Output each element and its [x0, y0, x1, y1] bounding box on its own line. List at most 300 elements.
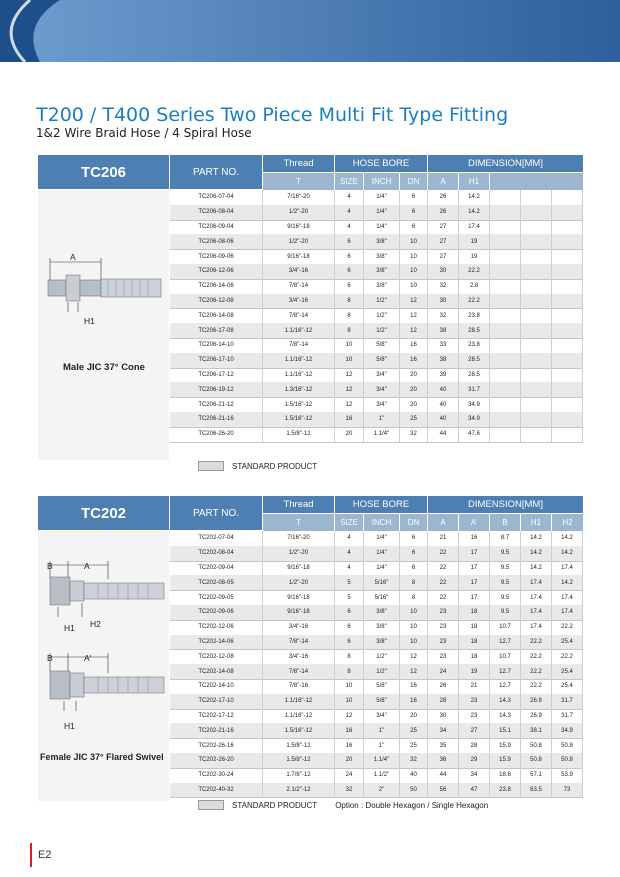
table-cell — [521, 220, 552, 235]
dim-h1-header: H1 — [459, 173, 489, 190]
table-cell: 12 — [400, 308, 428, 323]
table-cell: 6 — [335, 279, 364, 294]
table-cell: 28.5 — [459, 368, 490, 383]
table-cell: 14.2 — [521, 531, 552, 546]
table-cell: 12 — [400, 649, 428, 664]
table-cell: 12 — [335, 397, 364, 412]
table-cell: TC202-09-05 — [170, 590, 263, 605]
table-cell: 47 — [459, 783, 490, 798]
table-cell: TC202-40-32 — [170, 783, 263, 798]
table-cell: 3/8" — [364, 635, 400, 650]
table-cell: 19 — [459, 664, 490, 679]
table-cell — [552, 338, 583, 353]
table-row — [170, 234, 583, 250]
table-cell: 23.8 — [490, 783, 521, 798]
table-cell: 1.5/16"-12 — [263, 723, 335, 738]
table-cell: 2" — [364, 783, 400, 798]
table-cell: 28.5 — [459, 353, 490, 368]
table-cell: 53.9 — [552, 768, 583, 783]
table-cell: 22.2 — [521, 679, 552, 694]
table-row — [170, 590, 583, 606]
thread-header: Thread — [263, 155, 334, 172]
table-cell: 23 — [428, 635, 459, 650]
table-cell: 9/16"-18 — [263, 220, 335, 235]
table-row — [170, 249, 583, 265]
table-cell: 8.7 — [490, 531, 521, 546]
table-row — [170, 635, 583, 651]
table-cell: 22.2 — [552, 649, 583, 664]
table-cell: 50.8 — [552, 753, 583, 768]
table-cell: 3/8" — [364, 620, 400, 635]
table-cell — [552, 353, 583, 368]
table-cell: 20 — [335, 427, 364, 442]
table-cell — [521, 308, 552, 323]
table-cell: 14.2 — [459, 205, 490, 220]
table-cell: 32 — [428, 308, 459, 323]
table-cell: 23 — [459, 694, 490, 709]
table-row — [170, 546, 583, 562]
table-cell: 10 — [335, 694, 364, 709]
table-cell: 2.8 — [459, 279, 490, 294]
table-cell: 2.1/2"-12 — [263, 783, 335, 798]
table-cell: 9.5 — [490, 561, 521, 576]
table-cell: 1" — [364, 738, 400, 753]
table-cell: 10.7 — [490, 620, 521, 635]
table-cell: 10 — [400, 635, 428, 650]
table-cell: TC206-14-06 — [170, 279, 263, 294]
table-cell: 4 — [335, 561, 364, 576]
table-cell: 12 — [400, 323, 428, 338]
table-cell: 40 — [400, 768, 428, 783]
table-cell: 38 — [428, 323, 459, 338]
table-cell: 3/4"-16 — [263, 264, 335, 279]
table-cell: 1/2" — [364, 323, 400, 338]
table-row — [170, 412, 583, 428]
table-cell: 1.1/16"-12 — [263, 694, 335, 709]
table-cell: 1/2"-20 — [263, 546, 335, 561]
table-cell: 1.5/8"-12 — [263, 753, 335, 768]
table-cell: 5 — [335, 590, 364, 605]
table-cell — [552, 264, 583, 279]
table-cell: 26 — [428, 679, 459, 694]
table-cell: 56 — [428, 783, 459, 798]
table-cell: 23 — [428, 620, 459, 635]
table-cell: TC206-14-08 — [170, 308, 263, 323]
table-cell: 9.5 — [490, 575, 521, 590]
table-row — [170, 382, 583, 398]
table-row — [170, 709, 583, 725]
table-cell: 24 — [428, 664, 459, 679]
table-cell: 18 — [459, 649, 490, 664]
table-cell — [552, 294, 583, 309]
table-cell: 34 — [459, 768, 490, 783]
table-cell: 22 — [428, 575, 459, 590]
table-cell: 34.9 — [459, 412, 490, 427]
table-cell: 27 — [459, 723, 490, 738]
page-number: E2 — [30, 843, 51, 867]
table-cell: 8 — [335, 649, 364, 664]
table-row — [170, 205, 583, 221]
table-cell: 5/16" — [364, 590, 400, 605]
section-tc202 — [38, 496, 583, 816]
table-cell — [521, 353, 552, 368]
table-cell: 10 — [400, 234, 428, 249]
table-cell — [552, 427, 583, 442]
table-cell: 12.7 — [490, 635, 521, 650]
table-cell: 22 — [428, 561, 459, 576]
dim-label-h1-top: H1 — [64, 623, 75, 633]
table-cell: 1.7/8"-12 — [263, 768, 335, 783]
table-cell: 14.2 — [459, 190, 490, 205]
table-cell: 9/16"-18 — [263, 249, 335, 264]
dim-label-h2-top: H2 — [90, 619, 101, 629]
table-cell: 7/8"-14 — [263, 279, 335, 294]
table-cell: 9/16"-18 — [263, 590, 335, 605]
table-cell: TC206-14-10 — [170, 338, 263, 353]
table-cell: 47.6 — [459, 427, 490, 442]
table-cell: 12 — [400, 664, 428, 679]
table-cell: 38 — [428, 353, 459, 368]
table-cell: 6 — [335, 249, 364, 264]
table-row — [170, 738, 583, 754]
table-cell: 44 — [428, 427, 459, 442]
table-cell: TC202-07-04 — [170, 531, 263, 546]
table-cell: TC202-21-16 — [170, 723, 263, 738]
table-cell: 14.3 — [490, 709, 521, 724]
table-cell: TC202-30-24 — [170, 768, 263, 783]
table-cell — [521, 338, 552, 353]
table-cell: 18 — [459, 605, 490, 620]
table-cell: 9.5 — [490, 590, 521, 605]
table-cell: 17 — [459, 561, 490, 576]
table-cell: 15.9 — [490, 738, 521, 753]
table-cell: 15.9 — [490, 753, 521, 768]
table-cell: 27 — [428, 220, 459, 235]
table-cell: 1/2"-20 — [263, 205, 335, 220]
table-cell: 19 — [459, 249, 490, 264]
table-cell: 23.8 — [459, 308, 490, 323]
table-row — [170, 679, 583, 695]
table-cell: 8 — [335, 308, 364, 323]
table-cell: 23 — [459, 709, 490, 724]
table-cell: 21 — [459, 679, 490, 694]
table-cell: TC202-26-20 — [170, 753, 263, 768]
thread-subheader: T — [263, 173, 334, 190]
table-cell: 16 — [335, 723, 364, 738]
table-cell: 17 — [459, 575, 490, 590]
table-cell: TC202-08-05 — [170, 575, 263, 590]
table-cell: 31.7 — [552, 694, 583, 709]
table-cell: 7/8"-14 — [263, 635, 335, 650]
table-cell: 6 — [400, 190, 428, 205]
table-cell: 3/4" — [364, 368, 400, 383]
table-cell — [490, 382, 521, 397]
table-cell: 6 — [335, 234, 364, 249]
table-cell: TC206-21-16 — [170, 412, 263, 427]
table-cell: 3/8" — [364, 279, 400, 294]
table-cell — [490, 353, 521, 368]
dim-blank-header — [490, 173, 583, 190]
table-cell — [521, 427, 552, 442]
table-cell: 50.8 — [521, 738, 552, 753]
table-cell: 40 — [428, 382, 459, 397]
table-cell: 39 — [428, 368, 459, 383]
table-cell: 35 — [428, 738, 459, 753]
table-cell: 36 — [428, 753, 459, 768]
legend-label: STANDARD PRODUCT — [232, 461, 318, 471]
table-cell: 10 — [400, 605, 428, 620]
table-row — [170, 294, 583, 310]
table-row — [170, 649, 583, 665]
table-cell: 3/4"-16 — [263, 649, 335, 664]
table-cell: TC206-12-08 — [170, 294, 263, 309]
table-cell — [490, 205, 521, 220]
part-no-header: PART NO. — [170, 496, 262, 530]
dim-a-header: A — [428, 514, 458, 531]
table-cell: TC206-17-12 — [170, 368, 263, 383]
dim-label-a: A — [70, 252, 76, 262]
option-text: Option : Double Hexagon / Single Hexagon — [335, 800, 489, 810]
table-cell: 20 — [400, 382, 428, 397]
table-cell: 14.3 — [490, 694, 521, 709]
table-cell: TC206-09-04 — [170, 220, 263, 235]
table-cell: 6 — [335, 264, 364, 279]
hose-bore-header: HOSE BORE — [335, 155, 427, 172]
table-cell: 10.7 — [490, 649, 521, 664]
table-cell: 21 — [428, 531, 459, 546]
table-cell: 20 — [335, 753, 364, 768]
table-cell: TC206-09-06 — [170, 249, 263, 264]
table-cell — [552, 220, 583, 235]
table-cell: 28.5 — [459, 323, 490, 338]
table-cell — [552, 308, 583, 323]
table-row — [170, 723, 583, 739]
table-cell — [490, 279, 521, 294]
table-cell: 4 — [335, 546, 364, 561]
table-cell — [521, 368, 552, 383]
table-row — [170, 220, 583, 236]
table-cell — [490, 397, 521, 412]
table-cell: 12 — [335, 382, 364, 397]
table-row — [170, 368, 583, 384]
table-cell: 17.4 — [521, 590, 552, 605]
table-row — [170, 353, 583, 369]
table-cell: 17 — [459, 590, 490, 605]
table-cell: 22 — [428, 590, 459, 605]
table-cell: 20 — [400, 368, 428, 383]
table-cell — [521, 279, 552, 294]
hose-bore-size-header: SIZE — [335, 173, 363, 190]
dim-b-header: B — [490, 514, 520, 531]
hose-bore-inch-header: INCH — [364, 514, 399, 531]
table-cell: 17.4 — [552, 605, 583, 620]
table-cell: 1/2"-20 — [263, 234, 335, 249]
table-row — [170, 279, 583, 295]
table-cell: 1/2" — [364, 649, 400, 664]
hose-bore-inch-header: INCH — [364, 173, 399, 190]
table-cell: 5/8" — [364, 338, 400, 353]
table-cell: 4 — [335, 531, 364, 546]
table-cell — [490, 190, 521, 205]
table-cell: 50.8 — [521, 753, 552, 768]
table-cell: 10 — [400, 249, 428, 264]
table-cell — [552, 397, 583, 412]
table-cell: 1/4" — [364, 220, 400, 235]
table-cell: TC206-08-04 — [170, 205, 263, 220]
table-cell: 33 — [428, 338, 459, 353]
table-cell: 22.2 — [459, 264, 490, 279]
legend-label: STANDARD PRODUCT — [232, 800, 318, 810]
table-cell: 9.5 — [490, 605, 521, 620]
table-cell: 18.6 — [490, 768, 521, 783]
table-cell — [521, 249, 552, 264]
table-cell: 18 — [459, 620, 490, 635]
table-cell: 38.1 — [521, 723, 552, 738]
table-cell: 25 — [400, 738, 428, 753]
hose-bore-dn-header: DN — [400, 514, 427, 531]
table-cell: 25.4 — [552, 664, 583, 679]
table-row — [170, 753, 583, 769]
table-cell: 1.1/16"-12 — [263, 353, 335, 368]
table-cell: 14.2 — [552, 546, 583, 561]
table-cell: 1/4" — [364, 561, 400, 576]
table-cell — [490, 249, 521, 264]
dim-label-h1-bottom: H1 — [64, 721, 75, 731]
table-cell: 50 — [400, 783, 428, 798]
table-cell: TC206-17-08 — [170, 323, 263, 338]
hose-bore-dn-header: DN — [400, 173, 427, 190]
hose-bore-header: HOSE BORE — [335, 496, 427, 513]
table-cell: 10 — [400, 279, 428, 294]
table-cell: 6 — [400, 220, 428, 235]
table-cell: 22 — [428, 546, 459, 561]
figure-pane — [38, 531, 169, 801]
table-cell: 32 — [335, 783, 364, 798]
table-cell — [490, 368, 521, 383]
table-cell: 34.9 — [552, 723, 583, 738]
table-cell: 32 — [400, 427, 428, 442]
table-cell: 1.1/16"-12 — [263, 368, 335, 383]
table-cell: 27 — [428, 249, 459, 264]
table-cell — [490, 264, 521, 279]
female-swivel-fitting-drawing-bottom — [38, 651, 169, 721]
table-cell — [552, 249, 583, 264]
table-cell: 17 — [459, 546, 490, 561]
table-cell: 3/8" — [364, 234, 400, 249]
table-cell: 32 — [400, 753, 428, 768]
table-cell — [521, 205, 552, 220]
table-cell: TC202-09-04 — [170, 561, 263, 576]
page-title: T200 / T400 Series Two Piece Multi Fit Type Fitting — [36, 104, 509, 126]
table-cell: 1/4" — [364, 190, 400, 205]
table-cell: 19 — [459, 234, 490, 249]
table-cell: 1" — [364, 412, 400, 427]
table-cell: 7/8"-16 — [263, 679, 335, 694]
table-cell: 12.7 — [490, 664, 521, 679]
table-row — [170, 620, 583, 636]
dim-label-b-top: B — [47, 561, 53, 571]
table-cell — [521, 264, 552, 279]
table-cell — [490, 220, 521, 235]
table-cell: 1" — [364, 723, 400, 738]
table-row — [170, 397, 583, 413]
table-cell: TC202-08-04 — [170, 546, 263, 561]
table-cell: TC202-12-06 — [170, 620, 263, 635]
table-cell: 8 — [400, 575, 428, 590]
male-jic-cone-fitting-drawing — [38, 250, 169, 360]
table-cell: 40 — [428, 412, 459, 427]
table-cell: 17.4 — [521, 620, 552, 635]
dim-label-h1: H1 — [84, 316, 95, 326]
table-cell: 1/2" — [364, 664, 400, 679]
table-cell: 17.4 — [552, 561, 583, 576]
table-cell: 10 — [400, 264, 428, 279]
table-cell: 26.9 — [521, 709, 552, 724]
table-cell: 5/8" — [364, 353, 400, 368]
table-cell: 1.1/4" — [364, 753, 400, 768]
table-cell: 17.4 — [521, 605, 552, 620]
figure-label: Male JIC 37° Cone — [63, 362, 145, 373]
section-code: TC202 — [38, 496, 169, 530]
table-cell: TC202-17-12 — [170, 709, 263, 724]
table-cell: 4 — [335, 190, 364, 205]
dimension-header: DIMENSION[MM] — [428, 155, 583, 172]
table-cell: TC206-21-12 — [170, 397, 263, 412]
table-cell: 6 — [335, 620, 364, 635]
table-cell: 22.2 — [552, 620, 583, 635]
table-cell: 3/4"-16 — [263, 620, 335, 635]
table-cell — [521, 397, 552, 412]
table-cell: 30 — [428, 294, 459, 309]
table-cell: 3/4" — [364, 709, 400, 724]
table-cell: TC202-26-16 — [170, 738, 263, 753]
table-cell: 5 — [335, 575, 364, 590]
table-cell: 8 — [335, 294, 364, 309]
table-cell: 34.9 — [459, 397, 490, 412]
table-cell: 25 — [400, 412, 428, 427]
dim-a-header: A — [428, 173, 458, 190]
table-cell: 16 — [400, 353, 428, 368]
table-cell: 15.1 — [490, 723, 521, 738]
table-cell: 7/8"-14 — [263, 338, 335, 353]
table-cell — [490, 323, 521, 338]
table-cell: 25.4 — [552, 635, 583, 650]
table-cell: 16 — [459, 531, 490, 546]
table-cell: 6 — [400, 546, 428, 561]
table-row — [170, 664, 583, 680]
table-cell: 29 — [459, 753, 490, 768]
table-cell: TC206-26-20 — [170, 427, 263, 442]
table-cell: 23.8 — [459, 338, 490, 353]
dim-a-prime-header: A' — [459, 514, 489, 531]
table-cell: 17.4 — [521, 575, 552, 590]
table-cell: 26 — [428, 205, 459, 220]
table-cell: 3/4"-16 — [263, 294, 335, 309]
table-cell: 7/8"-14 — [263, 664, 335, 679]
table-cell: 9/16"-18 — [263, 561, 335, 576]
table-cell: 10 — [335, 353, 364, 368]
table-cell: 16 — [400, 338, 428, 353]
figure-pane — [38, 190, 169, 460]
table-cell: 26 — [428, 190, 459, 205]
hose-bore-size-header: SIZE — [335, 514, 363, 531]
figure-label: Female JIC 37° Flared Swivel — [40, 752, 164, 762]
table-cell — [521, 294, 552, 309]
table-cell: 20 — [400, 709, 428, 724]
table-cell: 7/8"-14 — [263, 308, 335, 323]
table-cell: TC202-14-06 — [170, 635, 263, 650]
table-cell: 1.1/16"-12 — [263, 323, 335, 338]
